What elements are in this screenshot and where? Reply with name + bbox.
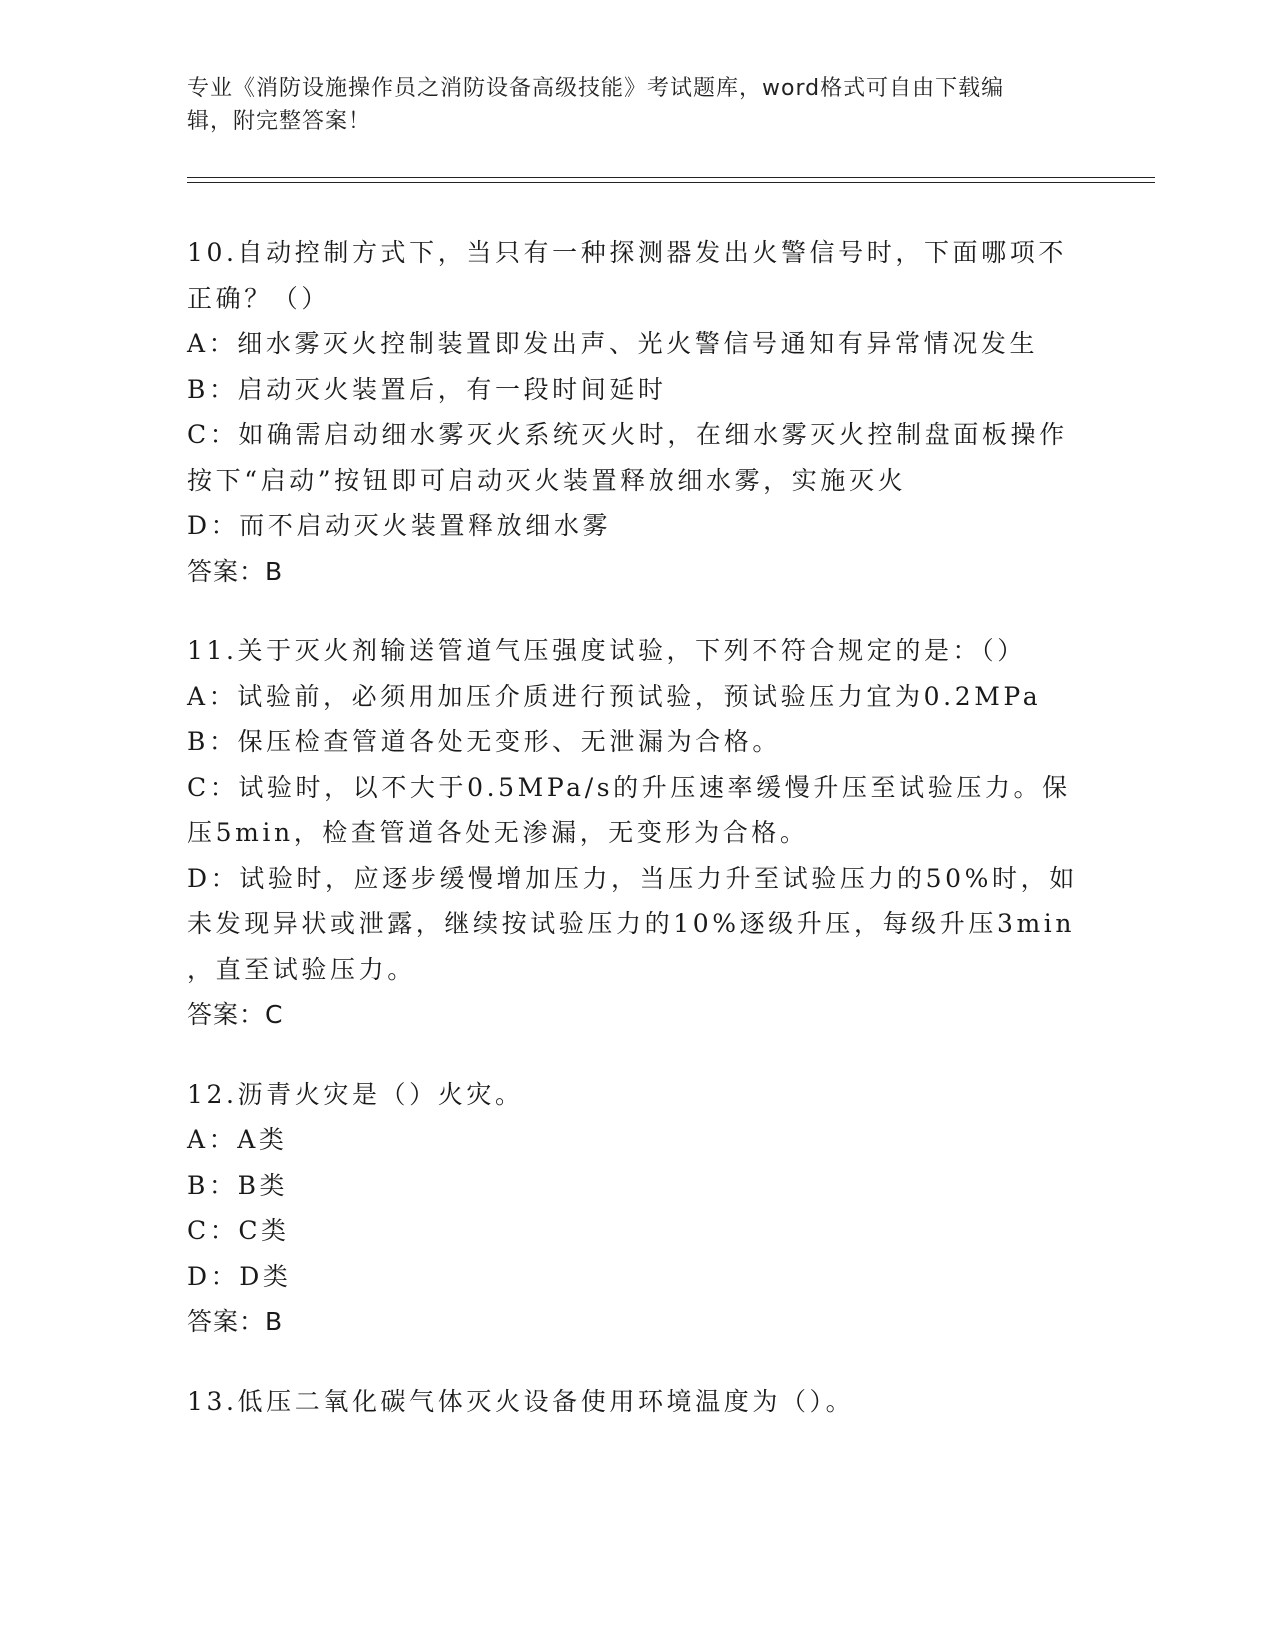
option-c: C：如确需启动细水雾灭火系统灭火时，在细水雾灭火控制盘面板操作 bbox=[187, 420, 1068, 449]
option-c: C：试验时，以不大于0.5MPa/s的升压速率缓慢升压至试验压力。保 bbox=[187, 772, 1071, 802]
option-d: D：而不启动灭火装置释放细水雾 bbox=[187, 511, 612, 540]
option-d: D：试验时，应逐步缓慢增加压力，当压力升至试验压力的50%时，如 bbox=[187, 863, 1078, 893]
answer: 答案：B bbox=[187, 556, 284, 586]
option-b: B：B类 bbox=[187, 1170, 289, 1200]
header-line-1: 专业《消防设施操作员之消防设备高级技能》考试题库，word格式可自由下载编 bbox=[187, 76, 1005, 101]
option-a: A：A类 bbox=[187, 1125, 288, 1154]
question-text: 正确？（） bbox=[187, 283, 331, 313]
option-b: B：启动灭火装置后，有一段时间延时 bbox=[187, 374, 667, 404]
question-13 bbox=[187, 1379, 1082, 1425]
option-c-continued: 压5min，检查管道各处无渗漏，无变形为合格。 bbox=[187, 818, 809, 847]
question-11 bbox=[187, 628, 1082, 1038]
option-a: A：细水雾灭火控制装置即发出声、光火警信号通知有异常情况发生 bbox=[187, 329, 1039, 358]
header-divider-bottom bbox=[187, 182, 1155, 183]
answer: 答案：C bbox=[187, 1000, 284, 1029]
option-d-continued: ，直至试验压力。 bbox=[187, 954, 416, 984]
option-a: A：试验前，必须用加压介质进行预试验，预试验压力宜为0.2MPa bbox=[187, 681, 1042, 711]
option-d: D：D类 bbox=[187, 1261, 292, 1291]
document-header bbox=[187, 72, 1087, 138]
question-text: 12.沥青火灾是（）火灾。 bbox=[187, 1079, 524, 1109]
option-b: B：保压检查管道各处无变形、无泄漏为合格。 bbox=[187, 727, 781, 756]
header-divider-top bbox=[187, 177, 1155, 178]
answer: 答案：B bbox=[187, 1307, 284, 1336]
question-12 bbox=[187, 1072, 1082, 1345]
header-line-2: 辑，附完整答案！ bbox=[187, 109, 372, 134]
question-10 bbox=[187, 230, 1082, 594]
question-text: 10.自动控制方式下，当只有一种探测器发出火警信号时，下面哪项不 bbox=[187, 238, 1067, 267]
question-text: 13.低压二氧化碳气体灭火设备使用环境温度为（）。 bbox=[187, 1386, 855, 1416]
question-list bbox=[187, 230, 1082, 1458]
option-c: C：C类 bbox=[187, 1216, 290, 1245]
question-text: 11.关于灭火剂输送管道气压强度试验，下列不符合规定的是：（） bbox=[187, 636, 1026, 665]
option-d-continued: 未发现异状或泄露，继续按试验压力的10%逐级升压，每级升压3min bbox=[187, 909, 1076, 938]
option-c-continued: 按下“启动”按钮即可启动灭火装置释放细水雾，实施灭火 bbox=[187, 465, 907, 495]
